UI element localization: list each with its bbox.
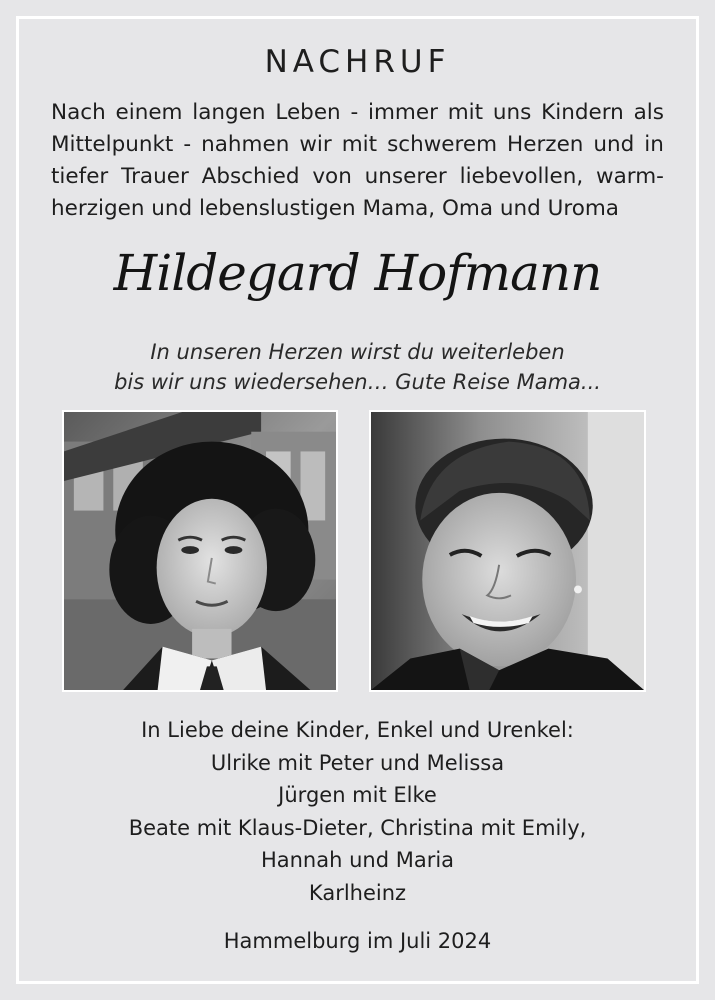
intro-word: langen (192, 100, 266, 125)
intro-word: herzigen und lebenslustigen Mama, Oma und Uroma (51, 196, 619, 221)
intro-word: - (350, 100, 359, 125)
intro-word: einem (115, 100, 183, 125)
intro-word: mit (447, 100, 484, 125)
quote-line-1: In unseren Herzen wirst du weiterleben (150, 340, 565, 364)
intro-line-2 (51, 129, 664, 161)
intro-word: uns (492, 100, 532, 125)
intro-word: liebevollen, (459, 164, 584, 189)
intro-line-4 (51, 193, 664, 225)
intro-line-3 (51, 161, 664, 193)
portrait-young-image (64, 412, 336, 690)
intro-word: Abschied (201, 164, 300, 189)
intro-text (51, 97, 664, 225)
notice-heading: NACHRUF (264, 44, 451, 80)
intro-word: in (644, 132, 664, 157)
intro-word: Nach (51, 100, 106, 125)
intro-line-1 (51, 97, 664, 129)
mourners-intro: In Liebe deine Kinder, Enkel und Urenkel: (141, 718, 574, 742)
portrait-young-photo (62, 410, 338, 692)
mourner-line: Karlheinz (308, 880, 407, 905)
intro-word: - (183, 132, 192, 157)
mourners-list (0, 714, 715, 909)
intro-word: schwerem (387, 132, 498, 157)
mourner-line: Beate mit Klaus-Dieter, Christina mit Emily, (128, 815, 587, 840)
place-and-date: Hammelburg im Juli 2024 (223, 929, 492, 953)
intro-word: unserer (364, 164, 447, 189)
intro-word: von (312, 164, 352, 189)
intro-word: nahmen (201, 132, 290, 157)
mourner-line: Jürgen mit Elke (278, 783, 437, 807)
portrait-older-image (371, 412, 644, 690)
intro-word: immer (368, 100, 438, 125)
quote-line-2: bis wir uns wiedersehen… Gute Reise Mama... (114, 370, 601, 394)
mourner-line: Ulrike mit Peter und Melissa (210, 750, 505, 775)
mourner-line: Hannah und Maria (260, 848, 455, 872)
memorial-quote (0, 337, 715, 397)
intro-word: und (593, 132, 635, 157)
intro-word: tiefer (51, 164, 109, 189)
intro-word: warm- (596, 164, 664, 189)
intro-word: Leben (275, 100, 341, 125)
intro-word: Mittelpunkt (51, 132, 174, 157)
intro-word: Trauer (121, 164, 189, 189)
intro-word: Kindern (541, 100, 624, 125)
portrait-older-photo (369, 410, 646, 692)
intro-word: wir (299, 132, 332, 157)
intro-word: als (633, 100, 664, 125)
intro-word: mit (341, 132, 378, 157)
deceased-name: Hildegard Hofmann (113, 244, 602, 302)
intro-word: Herzen (507, 132, 584, 157)
